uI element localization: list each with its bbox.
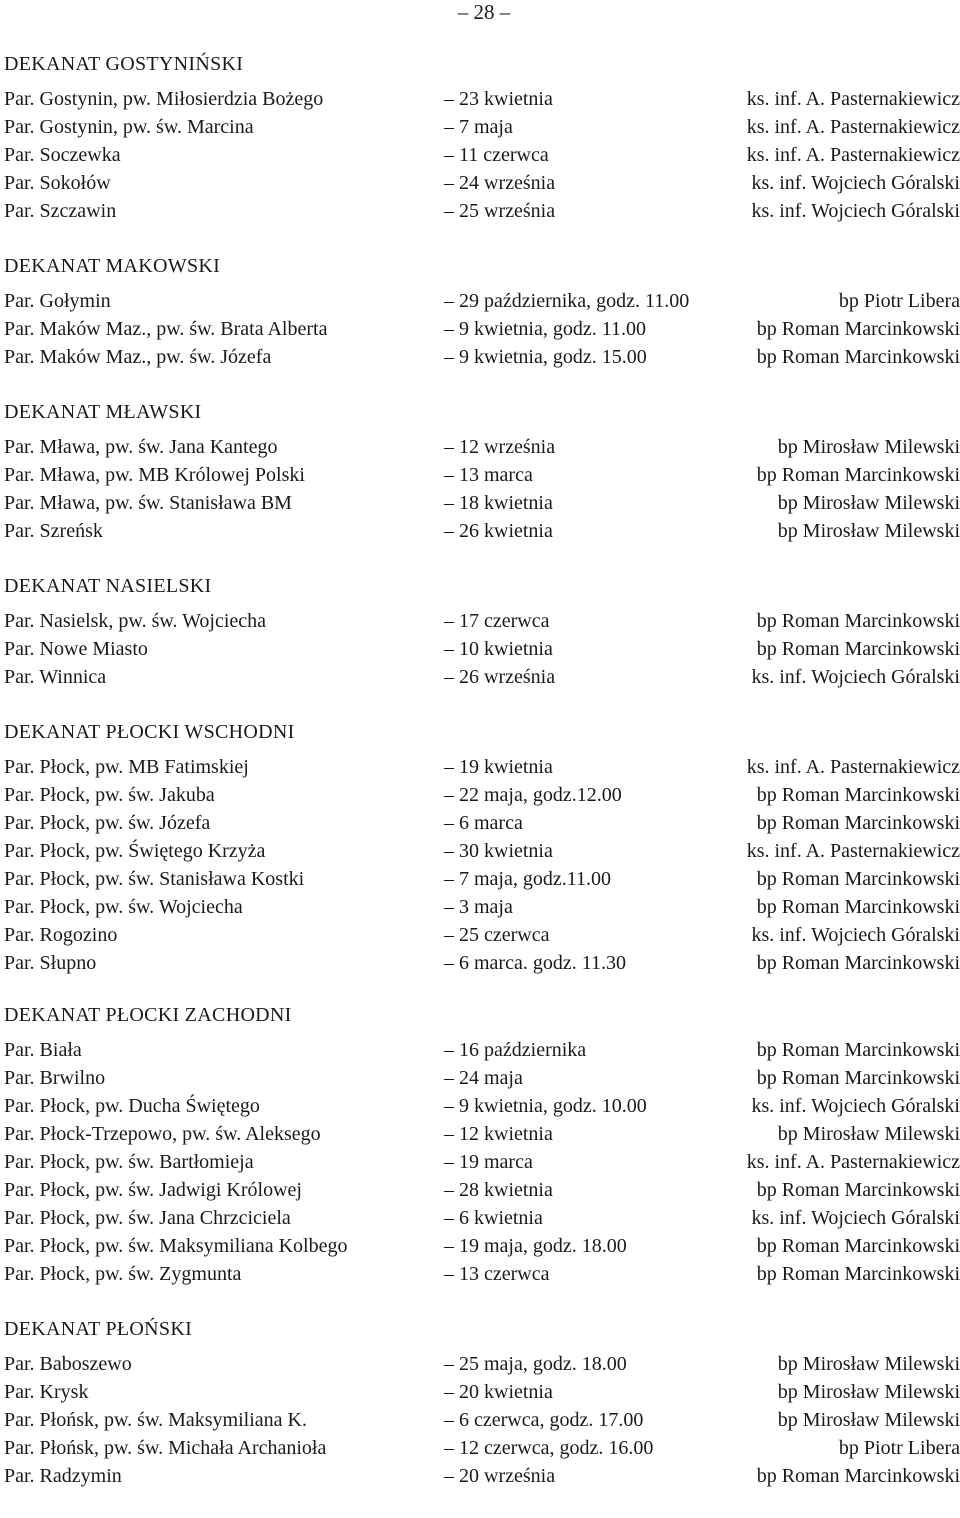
parish-name: Par. Płock-Trzepowo, pw. św. Aleksego	[4, 1123, 321, 1145]
parish-row	[4, 865, 960, 893]
parish-name: Par. Soczewka	[4, 144, 121, 166]
parish-row	[4, 1350, 960, 1378]
celebrant-name: bp Roman Marcinkowski	[756, 464, 960, 486]
deanery-heading: DEKANAT NASIELSKI	[4, 575, 212, 597]
parish-name: Par. Płock, pw. św. Józefa	[4, 812, 211, 834]
visit-date: – 9 kwietnia, godz. 11.00	[444, 318, 647, 340]
celebrant-name: bp Roman Marcinkowski	[756, 1067, 960, 1089]
celebrant-name: bp Roman Marcinkowski	[756, 318, 960, 340]
celebrant-name: ks. inf. A. Pasternakiewicz	[746, 756, 960, 778]
parish-name: Par. Radzymin	[4, 1465, 122, 1487]
visit-date: – 12 kwietnia	[444, 1123, 553, 1145]
deanery-heading: DEKANAT GOSTYNIŃSKI	[4, 53, 244, 75]
deanery-heading: DEKANAT PŁOŃSKI	[4, 1318, 193, 1340]
parish-name: Par. Brwilno	[4, 1067, 106, 1089]
visit-date: – 10 kwietnia	[444, 638, 553, 660]
celebrant-name: bp Roman Marcinkowski	[756, 610, 960, 632]
parish-name: Par. Płock, pw. św. Wojciecha	[4, 896, 243, 918]
parish-name: Par. Płock, pw. św. Zygmunta	[4, 1263, 242, 1285]
parish-name: Par. Krysk	[4, 1381, 89, 1403]
parish-row	[4, 315, 960, 343]
celebrant-name: ks. inf. Wojciech Góralski	[751, 1095, 960, 1117]
deanery-heading: DEKANAT MŁAWSKI	[4, 401, 202, 423]
celebrant-name: bp Mirosław Milewski	[777, 1123, 960, 1145]
celebrant-name: ks. inf. A. Pasternakiewicz	[746, 1151, 960, 1173]
deanery-section	[4, 253, 960, 371]
visit-date: – 30 kwietnia	[444, 840, 553, 862]
parish-name: Par. Rogozino	[4, 924, 118, 946]
parish-row	[4, 753, 960, 781]
parish-row	[4, 197, 960, 225]
parish-name: Par. Nasielsk, pw. św. Wojciecha	[4, 610, 267, 632]
visit-date: – 19 marca	[444, 1151, 533, 1173]
celebrant-name: ks. inf. A. Pasternakiewicz	[746, 144, 960, 166]
parish-name: Par. Gostynin, pw. św. Marcina	[4, 116, 254, 138]
deanery-section	[4, 573, 960, 691]
parish-row	[4, 781, 960, 809]
parish-name: Par. Płock, pw. MB Fatimskiej	[4, 756, 249, 778]
visit-date: – 9 kwietnia, godz. 15.00	[444, 346, 647, 368]
parish-row	[4, 85, 960, 113]
deanery-section	[4, 1002, 960, 1288]
visit-date: – 7 maja	[444, 116, 513, 138]
visit-date: – 24 maja	[444, 1067, 523, 1089]
parish-row	[4, 1176, 960, 1204]
visit-date: – 17 czerwca	[444, 610, 550, 632]
parish-row	[4, 343, 960, 371]
parish-row	[4, 1204, 960, 1232]
visit-date: – 25 maja, godz. 18.00	[444, 1353, 627, 1375]
parish-row	[4, 837, 960, 865]
parish-name: Par. Gołymin	[4, 290, 111, 312]
parish-row	[4, 1232, 960, 1260]
visit-date: – 25 czerwca	[444, 924, 550, 946]
parish-row	[4, 663, 960, 691]
deanery-heading: DEKANAT PŁOCKI WSCHODNI	[4, 721, 295, 743]
visit-date: – 28 kwietnia	[444, 1179, 553, 1201]
parish-row	[4, 1462, 960, 1490]
visit-date: – 16 października	[444, 1039, 587, 1061]
visit-date: – 29 października, godz. 11.00	[444, 290, 690, 312]
celebrant-name: ks. inf. Wojciech Góralski	[751, 172, 960, 194]
parish-name: Par. Płońsk, pw. św. Michała Archanioła	[4, 1437, 327, 1459]
parish-row	[4, 141, 960, 169]
parish-name: Par. Biała	[4, 1039, 82, 1061]
parish-row	[4, 1148, 960, 1176]
parish-row	[4, 1092, 960, 1120]
visit-date: – 13 marca	[444, 464, 533, 486]
parish-name: Par. Nowe Miasto	[4, 638, 148, 660]
celebrant-name: bp Mirosław Milewski	[777, 492, 960, 514]
parish-row	[4, 287, 960, 315]
celebrant-name: ks. inf. Wojciech Góralski	[751, 200, 960, 222]
deanery-heading: DEKANAT PŁOCKI ZACHODNI	[4, 1004, 292, 1026]
parish-row	[4, 461, 960, 489]
parish-row	[4, 1378, 960, 1406]
parish-name: Par. Winnica	[4, 666, 107, 688]
celebrant-name: bp Roman Marcinkowski	[756, 1263, 960, 1285]
visit-date: – 3 maja	[444, 896, 513, 918]
visit-date: – 19 maja, godz. 18.00	[444, 1235, 627, 1257]
parish-name: Par. Płock, pw. św. Jadwigi Królowej	[4, 1179, 302, 1201]
visit-date: – 12 września	[444, 436, 556, 458]
celebrant-name: bp Roman Marcinkowski	[756, 638, 960, 660]
parish-row	[4, 1434, 960, 1462]
parish-row	[4, 949, 960, 977]
parish-name: Par. Mława, pw. MB Królowej Polski	[4, 464, 305, 486]
parish-row	[4, 1406, 960, 1434]
celebrant-name: bp Mirosław Milewski	[777, 1381, 960, 1403]
visit-date: – 6 kwietnia	[444, 1207, 543, 1229]
parish-row	[4, 113, 960, 141]
parish-name: Par. Gostynin, pw. Miłosierdzia Bożego	[4, 88, 324, 110]
celebrant-name: bp Roman Marcinkowski	[756, 896, 960, 918]
parish-name: Par. Płock, pw. św. Maksymiliana Kolbego	[4, 1235, 348, 1257]
visit-date: – 11 czerwca	[444, 144, 549, 166]
parish-name: Par. Mława, pw. św. Jana Kantego	[4, 436, 278, 458]
visit-date: – 13 czerwca	[444, 1263, 550, 1285]
celebrant-name: ks. inf. A. Pasternakiewicz	[746, 116, 960, 138]
visit-date: – 26 kwietnia	[444, 520, 553, 542]
parish-name: Par. Płock, pw. Świętego Krzyża	[4, 840, 266, 862]
visit-date: – 19 kwietnia	[444, 756, 553, 778]
parish-name: Par. Płock, pw. św. Stanisława Kostki	[4, 868, 305, 890]
celebrant-name: bp Roman Marcinkowski	[756, 1235, 960, 1257]
celebrant-name: bp Roman Marcinkowski	[756, 868, 960, 890]
celebrant-name: bp Roman Marcinkowski	[756, 812, 960, 834]
parish-name: Par. Baboszewo	[4, 1353, 132, 1375]
visit-date: – 25 września	[444, 200, 556, 222]
celebrant-name: ks. inf. Wojciech Góralski	[751, 1207, 960, 1229]
visit-date: – 6 marca	[444, 812, 523, 834]
celebrant-name: bp Roman Marcinkowski	[756, 784, 960, 806]
celebrant-name: ks. inf. Wojciech Góralski	[751, 666, 960, 688]
parish-row	[4, 921, 960, 949]
parish-row	[4, 809, 960, 837]
visit-date: – 6 marca. godz. 11.30	[444, 952, 626, 974]
deanery-section	[4, 51, 960, 225]
celebrant-name: bp Roman Marcinkowski	[756, 1465, 960, 1487]
page-number: – 28 –	[457, 0, 511, 24]
deanery-heading: DEKANAT MAKOWSKI	[4, 255, 221, 277]
deanery-section	[4, 719, 960, 977]
visit-date: – 20 września	[444, 1465, 556, 1487]
celebrant-name: bp Roman Marcinkowski	[756, 952, 960, 974]
celebrant-name: ks. inf. Wojciech Góralski	[751, 924, 960, 946]
celebrant-name: bp Mirosław Milewski	[777, 520, 960, 542]
parish-name: Par. Szczawin	[4, 200, 117, 222]
celebrant-name: ks. inf. A. Pasternakiewicz	[746, 88, 960, 110]
visit-date: – 24 września	[444, 172, 556, 194]
parish-name: Par. Płock, pw. św. Jakuba	[4, 784, 215, 806]
parish-name: Par. Słupno	[4, 952, 97, 974]
celebrant-name: bp Piotr Libera	[838, 290, 960, 312]
parish-name: Par. Płock, pw. św. Bartłomieja	[4, 1151, 254, 1173]
celebrant-name: bp Roman Marcinkowski	[756, 346, 960, 368]
celebrant-name: bp Mirosław Milewski	[777, 1409, 960, 1431]
parish-name: Par. Płońsk, pw. św. Maksymiliana K.	[4, 1409, 307, 1431]
deanery-section	[4, 399, 960, 545]
parish-name: Par. Płock, pw. św. Jana Chrzciciela	[4, 1207, 291, 1229]
parish-row	[4, 607, 960, 635]
schedule-content	[4, 51, 960, 1518]
deanery-section	[4, 1316, 960, 1490]
visit-date: – 20 kwietnia	[444, 1381, 553, 1403]
celebrant-name: bp Mirosław Milewski	[777, 1353, 960, 1375]
parish-name: Par. Mława, pw. św. Stanisława BM	[4, 492, 292, 514]
visit-date: – 6 czerwca, godz. 17.00	[444, 1409, 644, 1431]
parish-row	[4, 517, 960, 545]
visit-date: – 26 września	[444, 666, 556, 688]
parish-row	[4, 893, 960, 921]
celebrant-name: ks. inf. A. Pasternakiewicz	[746, 840, 960, 862]
visit-date: – 7 maja, godz.11.00	[444, 868, 612, 890]
parish-name: Par. Szreńsk	[4, 520, 103, 542]
celebrant-name: bp Mirosław Milewski	[777, 436, 960, 458]
parish-row	[4, 169, 960, 197]
parish-row	[4, 433, 960, 461]
parish-row	[4, 1120, 960, 1148]
parish-row	[4, 489, 960, 517]
parish-name: Par. Sokołów	[4, 172, 111, 194]
celebrant-name: bp Roman Marcinkowski	[756, 1039, 960, 1061]
celebrant-name: bp Piotr Libera	[838, 1437, 960, 1459]
parish-row	[4, 1036, 960, 1064]
visit-date: – 23 kwietnia	[444, 88, 553, 110]
visit-date: – 9 kwietnia, godz. 10.00	[444, 1095, 647, 1117]
visit-date: – 12 czerwca, godz. 16.00	[444, 1437, 654, 1459]
visit-date: – 18 kwietnia	[444, 492, 553, 514]
parish-name: Par. Maków Maz., pw. św. Józefa	[4, 346, 272, 368]
parish-row	[4, 1064, 960, 1092]
parish-name: Par. Maków Maz., pw. św. Brata Alberta	[4, 318, 328, 340]
visit-date: – 22 maja, godz.12.00	[444, 784, 622, 806]
parish-row	[4, 1260, 960, 1288]
parish-name: Par. Płock, pw. Ducha Świętego	[4, 1095, 260, 1117]
parish-row	[4, 635, 960, 663]
celebrant-name: bp Roman Marcinkowski	[756, 1179, 960, 1201]
